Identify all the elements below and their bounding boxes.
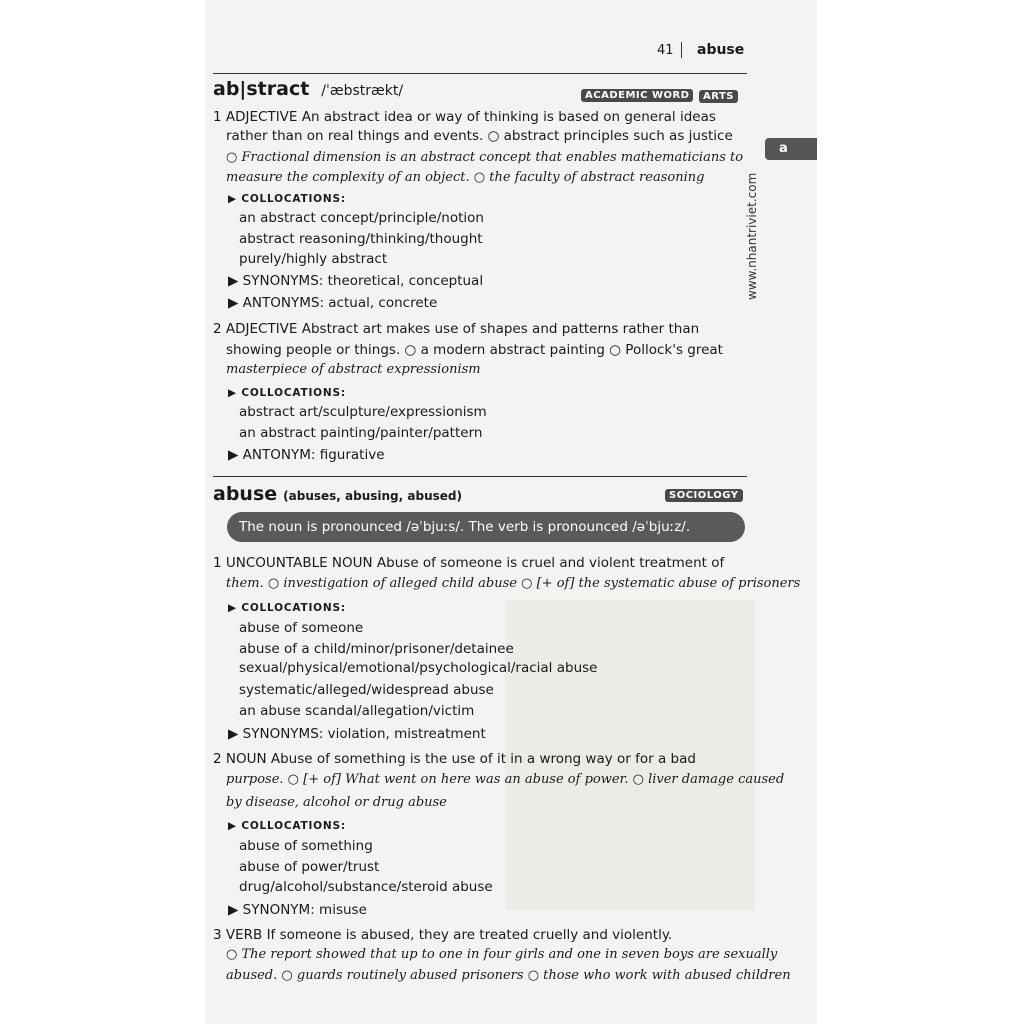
- antonym-line: ▶ ANTONYM: figurative: [228, 447, 385, 463]
- collocation-line: abuse of a child/minor/prisoner/detainee: [239, 641, 514, 657]
- collocations-label: ▶ COLLOCATIONS:: [228, 387, 346, 399]
- example-line: purpose. ○ [+ of] What went on here was an abuse of power. ○ liver damage caused: [226, 772, 785, 787]
- sense-line: 1 ADJECTIVE An abstract idea or way of thinking is based on general ideas: [213, 109, 716, 125]
- collocation-line: systematic/alleged/widespread abuse: [239, 682, 494, 698]
- sense-line: showing people or things. ○ a modern abstract painting ○ Pollock's great: [226, 342, 723, 358]
- collocation-line: drug/alcohol/substance/steroid abuse: [239, 879, 493, 895]
- collocation-line: an abstract concept/principle/notion: [239, 210, 484, 226]
- tag-academic-word: ACADEMIC WORD: [581, 89, 693, 102]
- example-line: ○ The report showed that up to one in four girls and one in seven boys are sexually: [226, 947, 778, 962]
- example-line: measure the complexity of an object. ○ the faculty of abstract reasoning: [226, 170, 705, 185]
- synonyms-line: ▶ SYNONYMS: theoretical, conceptual: [228, 273, 484, 289]
- guide-word: abuse: [697, 42, 745, 58]
- collocation-line: abuse of something: [239, 838, 373, 854]
- pronunciation: /ˈæbstrækt/: [321, 83, 404, 99]
- collocation-line: abstract art/sculpture/expressionism: [239, 404, 487, 420]
- headword-abstract: [213, 78, 403, 100]
- tag-arts: ARTS: [699, 90, 738, 103]
- entry-rule: [213, 476, 747, 477]
- example-line: masterpiece of abstract expressionism: [226, 362, 481, 377]
- inflected-forms: (abuses, abusing, abused): [283, 489, 462, 503]
- tag-sociology: SOCIOLOGY: [665, 489, 743, 502]
- collocation-line: an abstract painting/painter/pattern: [239, 425, 483, 441]
- example-line: abused. ○ guards routinely abused prisoners ○ those who work with abused children: [226, 968, 791, 983]
- sense-line: 3 VERB If someone is abused, they are treated cruelly and violently.: [213, 927, 673, 943]
- sense-line: 2 NOUN Abuse of something is the use of it in a wrong way or for a bad: [213, 751, 696, 767]
- collocation-line: abuse of someone: [239, 620, 364, 636]
- sense-line: 1 UNCOUNTABLE NOUN Abuse of someone is cruel and violent treatment of: [213, 555, 725, 571]
- page-number: 41: [657, 43, 674, 58]
- site-url: www.nhantriviet.com: [745, 172, 759, 300]
- antonyms-line: ▶ ANTONYMS: actual, concrete: [228, 295, 438, 311]
- letter-tab: a: [765, 138, 817, 160]
- sense-line: rather than on real things and events. ○ abstract principles such as justice: [226, 128, 733, 144]
- collocation-line: abuse of power/trust: [239, 859, 380, 875]
- collocation-line: sexual/physical/emotional/psychological/racial abuse: [239, 660, 598, 676]
- headword-text: abuse: [213, 483, 278, 505]
- collocation-line: an abuse scandal/allegation/victim: [239, 703, 475, 719]
- collocation-line: purely/highly abstract: [239, 251, 388, 267]
- collocations-label: ▶ COLLOCATIONS:: [228, 602, 346, 614]
- collocations-label: ▶ COLLOCATIONS:: [228, 820, 346, 832]
- synonym-line: ▶ SYNONYM: misuse: [228, 902, 367, 918]
- entry-rule: [213, 73, 747, 74]
- synonyms-line: ▶ SYNONYMS: violation, mistreatment: [228, 726, 486, 742]
- example-line: by disease, alcohol or drug abuse: [226, 795, 447, 810]
- sense-line: 2 ADJECTIVE Abstract art makes use of shapes and patterns rather than: [213, 321, 700, 337]
- example-line: them. ○ investigation of alleged child abuse ○ [+ of] the systematic abuse of prisoners: [226, 576, 801, 591]
- pronunciation-note: The noun is pronounced /əˈbjuːs/. The verb is pronounced /əˈbjuːz/.: [227, 512, 745, 542]
- header-divider: [681, 42, 682, 58]
- dictionary-page: [205, 0, 817, 1024]
- headword-abuse: [213, 483, 462, 505]
- collocation-line: abstract reasoning/thinking/thought: [239, 231, 483, 247]
- headword-text: ab|stract: [213, 78, 310, 100]
- collocations-label: ▶ COLLOCATIONS:: [228, 193, 346, 205]
- example-line: ○ Fractional dimension is an abstract concept that enables mathematicians to: [226, 150, 744, 165]
